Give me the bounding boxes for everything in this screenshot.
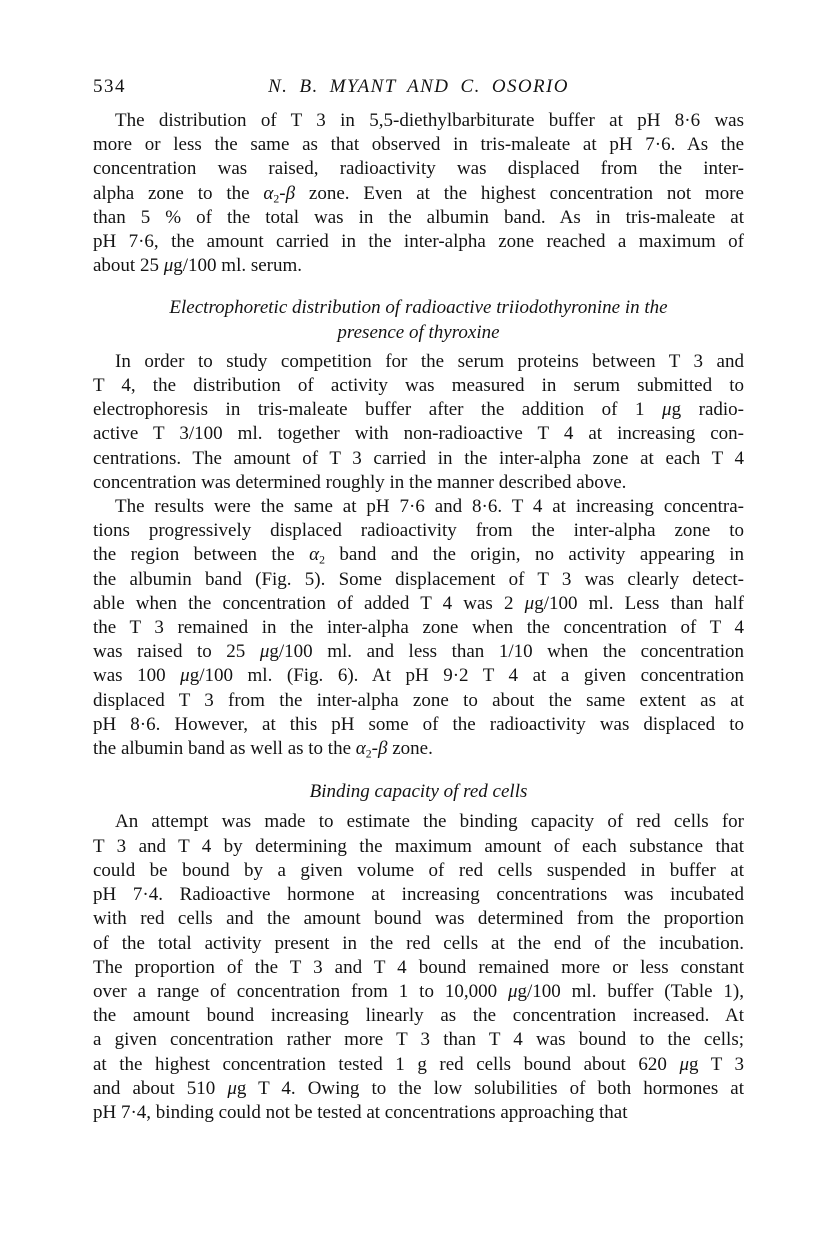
text-line: the albumin band as well as to the $\alpha_2-\beta$ zone. [93,738,433,761]
text-line: active T 3/100 ml. together with non-radioactive T 4 at increasing con- [93,423,744,445]
text-line: centrations. The amount of T 3 carried in the inter-alpha zone at each T 4 [93,447,744,469]
text-line: was 100 μg/100 ml. (Fig. 6). At pH 9·2 T 4 at a given concentration [93,665,744,687]
text-line: with red cells and the amount bound was determined from the proportion [93,908,744,930]
text-line: the albumin band (Fig. 5). Some displacement of T 3 was clearly detect- [93,568,744,590]
text-line: was raised to 25 μg/100 ml. and less than 1/10 when the concentration [93,641,744,663]
text-line: T 3 and T 4 by determining the maximum amount of each substance that [93,835,744,857]
paragraph [93,810,744,1125]
text-line: of the total activity present in the red cells at the end of the incubation. [93,932,744,954]
text-line: tions progressively displaced radioactivity from the inter-alpha zone to [93,520,744,542]
text-line: pH 8·6. However, at this pH some of the radioactivity was displaced to [93,713,744,735]
text-line: and about 510 μg T 4. Owing to the low solubilities of both hormones at [93,1077,744,1099]
text-line: pH 7·4, binding could not be tested at concentrations approaching that [93,1101,628,1123]
section-heading [93,780,744,804]
text-line: at the highest concentration tested 1 g red cells bound about 620 μg T 3 [93,1053,745,1075]
paragraph [93,495,744,761]
text-line: the T 3 remained in the inter-alpha zone when the concentration of T 4 [93,617,744,639]
text-line: could be bound by a given volume of red cells suspended in buffer at [93,859,744,881]
text-line: the amount bound increasing linearly as the concentration increased. At [93,1005,744,1027]
text-line: alpha zone to the $\alpha_2-\beta$ zone. Even at the highest concentration not more [93,182,744,205]
text-line: pH 7·4. Radioactive hormone at increasing concentrations was incubated [93,884,744,906]
text-line: over a range of concentration from 1 to 10,000 μg/100 ml. buffer (Table 1), [93,980,744,1002]
page-number: 534 [93,76,126,97]
text-line: than 5 % of the total was in the albumin band. As in tris-maleate at [93,206,744,228]
text-line: pH 7·6, the amount carried in the inter-alpha zone reached a maximum of [93,231,744,253]
text-line: able when the concentration of added T 4 was 2 μg/100 ml. Less than half [93,592,744,614]
heading-line: Binding capacity of red cells [309,781,528,803]
heading-line: Electrophoretic distribution of radioactive triiodothyronine in the [169,297,668,319]
text-line: In order to study competition for the serum proteins between T 3 and [115,350,744,372]
text-line: An attempt was made to estimate the binding capacity of red cells for [115,811,744,833]
text-line: T 4, the distribution of activity was measured in serum submitted to [93,375,744,397]
text-line: concentration was determined roughly in the manner described above. [93,471,627,493]
text-line: more or less the same as that observed in tris-maleate at pH 7·6. As the [93,134,744,156]
text-line: electrophoresis in tris-maleate buffer after the addition of 1 μg radio- [93,399,744,421]
section-heading [93,296,744,344]
heading-line: presence of thyroxine [337,321,500,343]
paragraph [93,350,744,495]
text-line: concentration was raised, radioactivity was displaced from the inter- [93,158,744,180]
text-line: about 25 μg/100 ml. serum. [93,255,303,277]
body-text [93,109,744,1125]
text-line: The results were the same at pH 7·6 and 8·6. T 4 at increasing concentra- [115,496,744,518]
text-line: The proportion of the T 3 and T 4 bound remained more or less constant [93,956,744,978]
text-line: a given concentration rather more T 3 than T 4 was bound to the cells; [93,1029,744,1051]
paragraph [93,109,744,278]
text-line: the region between the $\alpha_2$ band and the origin, no activity appearing in [93,544,744,567]
running-title: N. B. MYANT AND C. OSORIO [268,76,569,97]
text-line: The distribution of T 3 in 5,5-diethylbarbiturate buffer at pH 8·6 was [115,110,744,131]
running-head [93,76,744,102]
text-line: displaced T 3 from the inter-alpha zone to about the same extent as at [93,689,744,711]
